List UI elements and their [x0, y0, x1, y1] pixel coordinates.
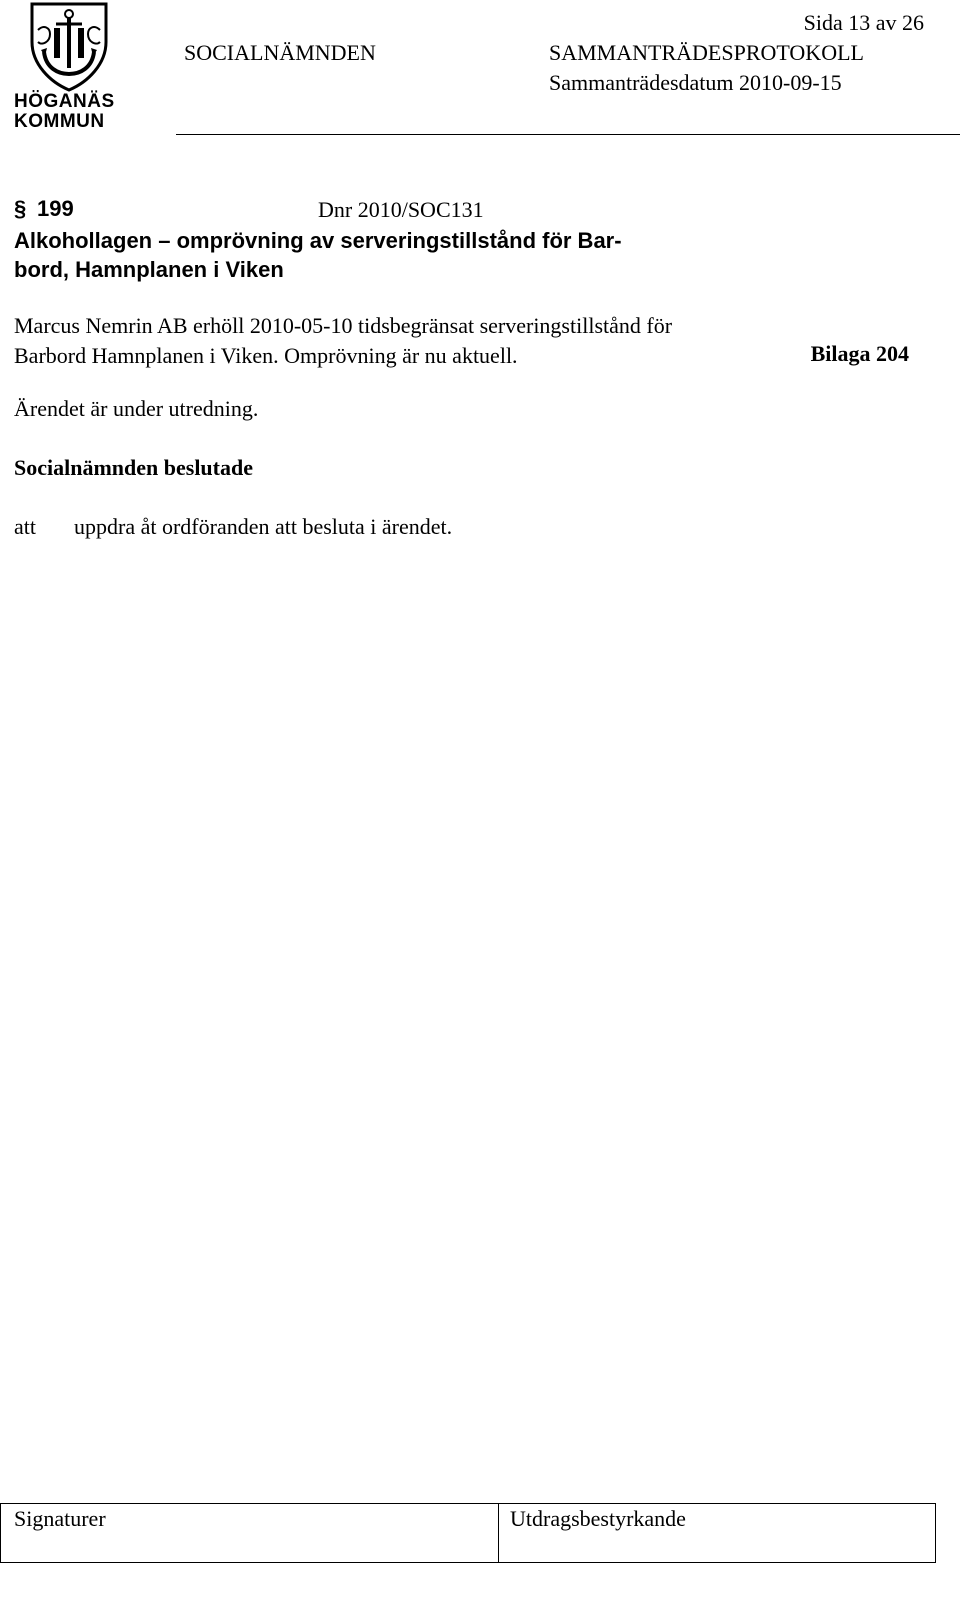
case-description: [14, 311, 774, 371]
decision-heading: Socialnämnden beslutade: [14, 455, 253, 480]
header-divider: [176, 134, 960, 135]
section-number: 199: [37, 196, 74, 221]
section-title: [14, 226, 734, 284]
case-status: Ärendet är under utredning.: [14, 396, 259, 421]
section-title-line: bord, Hamnplanen i Viken: [14, 257, 284, 282]
paragraph-symbol: §: [14, 196, 27, 221]
case-number: Dnr 2010/SOC131: [318, 197, 484, 222]
signature-box: [0, 1503, 936, 1563]
signatures-label: Signaturer: [14, 1506, 106, 1531]
section-title-line: Alkohollagen – omprövning av serveringstillstånd för Bar-: [14, 228, 622, 253]
committee-name: SOCIALNÄMNDEN: [184, 40, 376, 65]
signature-box-divider: [498, 1503, 499, 1563]
meeting-date: Sammanträdesdatum 2010-09-15: [549, 70, 842, 95]
decision-text: uppdra åt ordföranden att besluta i ärendet.: [74, 514, 453, 539]
decision-att: att: [14, 514, 36, 539]
coat-of-arms-icon: [14, 2, 124, 94]
logo-wordmark: HÖGANÄS KOMMUN: [14, 91, 115, 132]
document-type: SAMMANTRÄDESPROTOKOLL: [549, 40, 864, 65]
extract-certification-label: Utdragsbestyrkande: [510, 1506, 686, 1531]
attachment-reference: Bilaga 204: [810, 341, 909, 366]
page-number: Sida 13 av 26: [803, 10, 924, 35]
description-line: Barbord Hamnplanen i Viken. Omprövning är nu aktuell.: [14, 343, 518, 368]
description-line: Marcus Nemrin AB erhöll 2010-05-10 tidsbegränsat serveringstillstånd för: [14, 313, 673, 338]
